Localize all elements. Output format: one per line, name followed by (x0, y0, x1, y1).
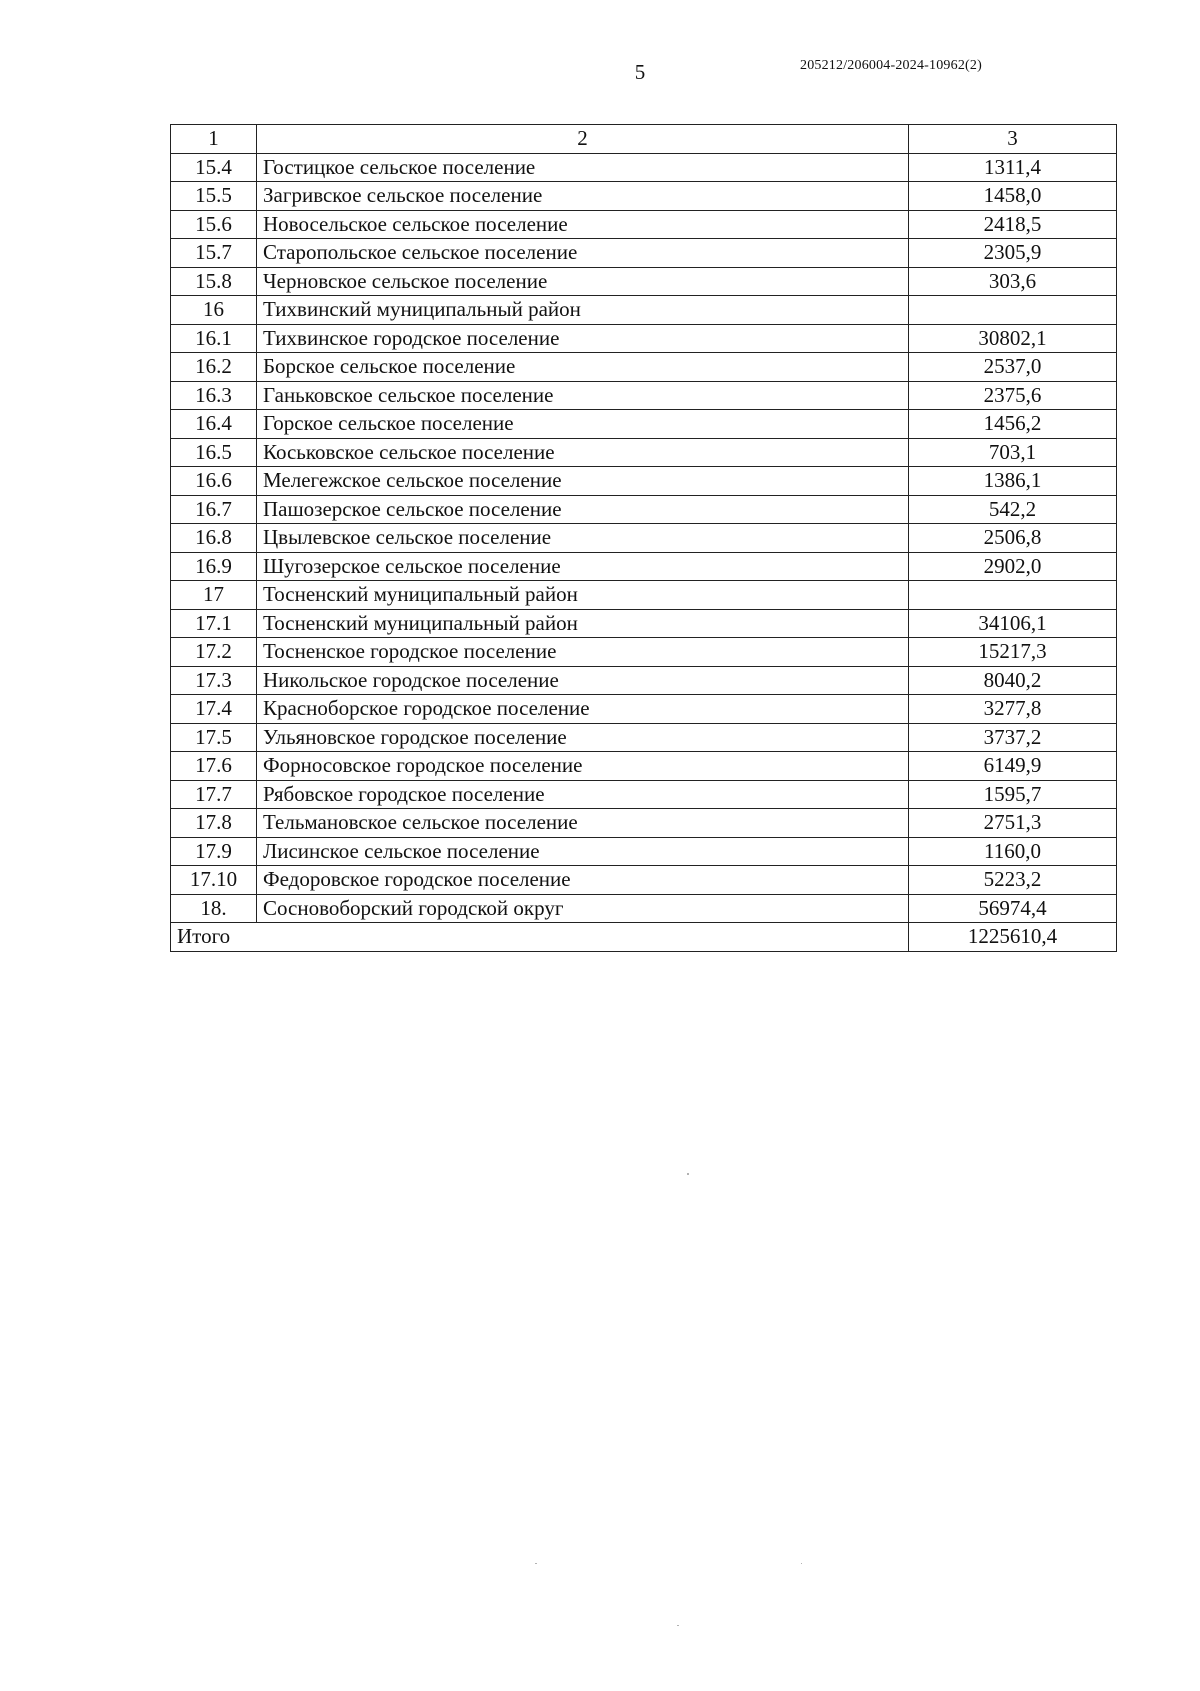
row-name-cell: Мелегежское сельское поселение (257, 467, 909, 496)
row-number-cell: 16.1 (171, 324, 257, 353)
row-name-cell: Гостицкое сельское поселение (257, 153, 909, 182)
table-row (171, 210, 1117, 239)
allocation-table (170, 124, 1117, 952)
row-name-cell: Красноборское городское поселение (257, 695, 909, 724)
row-name-cell: Федоровское городское поселение (257, 866, 909, 895)
row-value-cell: 2305,9 (909, 239, 1117, 268)
row-name-cell: Пашозерское сельское поселение (257, 495, 909, 524)
table-row (171, 467, 1117, 496)
row-name-cell: Ганьковское сельское поселение (257, 381, 909, 410)
row-value-cell: 2418,5 (909, 210, 1117, 239)
row-name-cell: Новосельское сельское поселение (257, 210, 909, 239)
row-number-cell: 17.2 (171, 638, 257, 667)
row-name-cell: Сосновоборский городской округ (257, 894, 909, 923)
row-name-cell: Коськовское сельское поселение (257, 438, 909, 467)
table-row (171, 495, 1117, 524)
table-row (171, 324, 1117, 353)
row-number-cell: 17.9 (171, 837, 257, 866)
row-value-cell: 30802,1 (909, 324, 1117, 353)
row-name-cell: Никольское городское поселение (257, 666, 909, 695)
row-name-cell: Шугозерское сельское поселение (257, 552, 909, 581)
row-value-cell: 2537,0 (909, 353, 1117, 382)
table-row (171, 581, 1117, 610)
row-number-cell: 18. (171, 894, 257, 923)
table-row (171, 809, 1117, 838)
row-number-cell: 15.5 (171, 182, 257, 211)
document-id: 205212/206004-2024-10962(2) (800, 58, 982, 73)
row-value-cell: 703,1 (909, 438, 1117, 467)
table-row (171, 153, 1117, 182)
row-number-cell: 16.8 (171, 524, 257, 553)
row-name-cell: Тихвинское городское поселение (257, 324, 909, 353)
row-name-cell: Тосненское городское поселение (257, 638, 909, 667)
row-value-cell: 34106,1 (909, 609, 1117, 638)
table-row (171, 866, 1117, 895)
row-number-cell: 16 (171, 296, 257, 325)
row-number-cell: 17.10 (171, 866, 257, 895)
row-value-cell: 303,6 (909, 267, 1117, 296)
row-value-cell: 56974,4 (909, 894, 1117, 923)
column-header-2: 2 (257, 125, 909, 154)
table-row (171, 239, 1117, 268)
row-number-cell: 15.6 (171, 210, 257, 239)
row-value-cell (909, 296, 1117, 325)
row-value-cell: 542,2 (909, 495, 1117, 524)
row-value-cell: 1458,0 (909, 182, 1117, 211)
row-number-cell: 16.4 (171, 410, 257, 439)
table-row (171, 638, 1117, 667)
column-number-row (171, 125, 1117, 154)
row-number-cell: 17.8 (171, 809, 257, 838)
row-value-cell: 1595,7 (909, 780, 1117, 809)
row-name-cell: Горское сельское поселение (257, 410, 909, 439)
row-name-cell: Ульяновское городское поселение (257, 723, 909, 752)
row-name-cell: Борское сельское поселение (257, 353, 909, 382)
total-label: Итого (171, 923, 909, 952)
table-row (171, 438, 1117, 467)
row-value-cell: 1160,0 (909, 837, 1117, 866)
row-name-cell: Рябовское городское поселение (257, 780, 909, 809)
row-value-cell: 2506,8 (909, 524, 1117, 553)
row-number-cell: 16.3 (171, 381, 257, 410)
table-row (171, 780, 1117, 809)
row-number-cell: 15.7 (171, 239, 257, 268)
row-value-cell: 2902,0 (909, 552, 1117, 581)
row-value-cell: 1456,2 (909, 410, 1117, 439)
row-number-cell: 17.7 (171, 780, 257, 809)
row-value-cell: 6149,9 (909, 752, 1117, 781)
table-row (171, 410, 1117, 439)
row-value-cell: 2375,6 (909, 381, 1117, 410)
row-number-cell: 16.5 (171, 438, 257, 467)
row-value-cell: 15217,3 (909, 638, 1117, 667)
row-number-cell: 17.5 (171, 723, 257, 752)
table-row (171, 381, 1117, 410)
row-number-cell: 17.4 (171, 695, 257, 724)
table-row (171, 894, 1117, 923)
row-number-cell: 17.1 (171, 609, 257, 638)
table-row (171, 723, 1117, 752)
row-number-cell: 16.6 (171, 467, 257, 496)
row-value-cell (909, 581, 1117, 610)
table-row (171, 524, 1117, 553)
table-body (171, 125, 1117, 952)
table-row (171, 353, 1117, 382)
total-value: 1225610,4 (909, 923, 1117, 952)
row-name-cell: Лисинское сельское поселение (257, 837, 909, 866)
table-row (171, 752, 1117, 781)
table-row (171, 182, 1117, 211)
row-name-cell: Тельмановское сельское поселение (257, 809, 909, 838)
row-value-cell: 2751,3 (909, 809, 1117, 838)
row-number-cell: 16.9 (171, 552, 257, 581)
row-number-cell: 16.7 (171, 495, 257, 524)
table-row (171, 666, 1117, 695)
page-number: 5 (634, 60, 646, 84)
row-name-cell: Старопольское сельское поселение (257, 239, 909, 268)
row-number-cell: 16.2 (171, 353, 257, 382)
row-value-cell: 8040,2 (909, 666, 1117, 695)
row-value-cell: 1311,4 (909, 153, 1117, 182)
row-number-cell: 17.3 (171, 666, 257, 695)
row-name-cell: Тосненский муниципальный район (257, 609, 909, 638)
row-value-cell: 3277,8 (909, 695, 1117, 724)
table-row (171, 552, 1117, 581)
row-name-cell: Черновское сельское поселение (257, 267, 909, 296)
row-name-cell: Форносовское городское поселение (257, 752, 909, 781)
table-row (171, 609, 1117, 638)
row-number-cell: 17.6 (171, 752, 257, 781)
table-row (171, 695, 1117, 724)
row-name-cell: Загривское сельское поселение (257, 182, 909, 211)
row-number-cell: 17 (171, 581, 257, 610)
total-row (171, 923, 1117, 952)
row-name-cell: Тосненский муниципальный район (257, 581, 909, 610)
row-value-cell: 5223,2 (909, 866, 1117, 895)
row-value-cell: 3737,2 (909, 723, 1117, 752)
row-number-cell: 15.4 (171, 153, 257, 182)
row-name-cell: Цвылевское сельское поселение (257, 524, 909, 553)
row-number-cell: 15.8 (171, 267, 257, 296)
row-name-cell: Тихвинский муниципальный район (257, 296, 909, 325)
row-value-cell: 1386,1 (909, 467, 1117, 496)
column-header-1: 1 (171, 125, 257, 154)
column-header-3: 3 (909, 125, 1117, 154)
table-row (171, 296, 1117, 325)
table-row (171, 267, 1117, 296)
table-row (171, 837, 1117, 866)
